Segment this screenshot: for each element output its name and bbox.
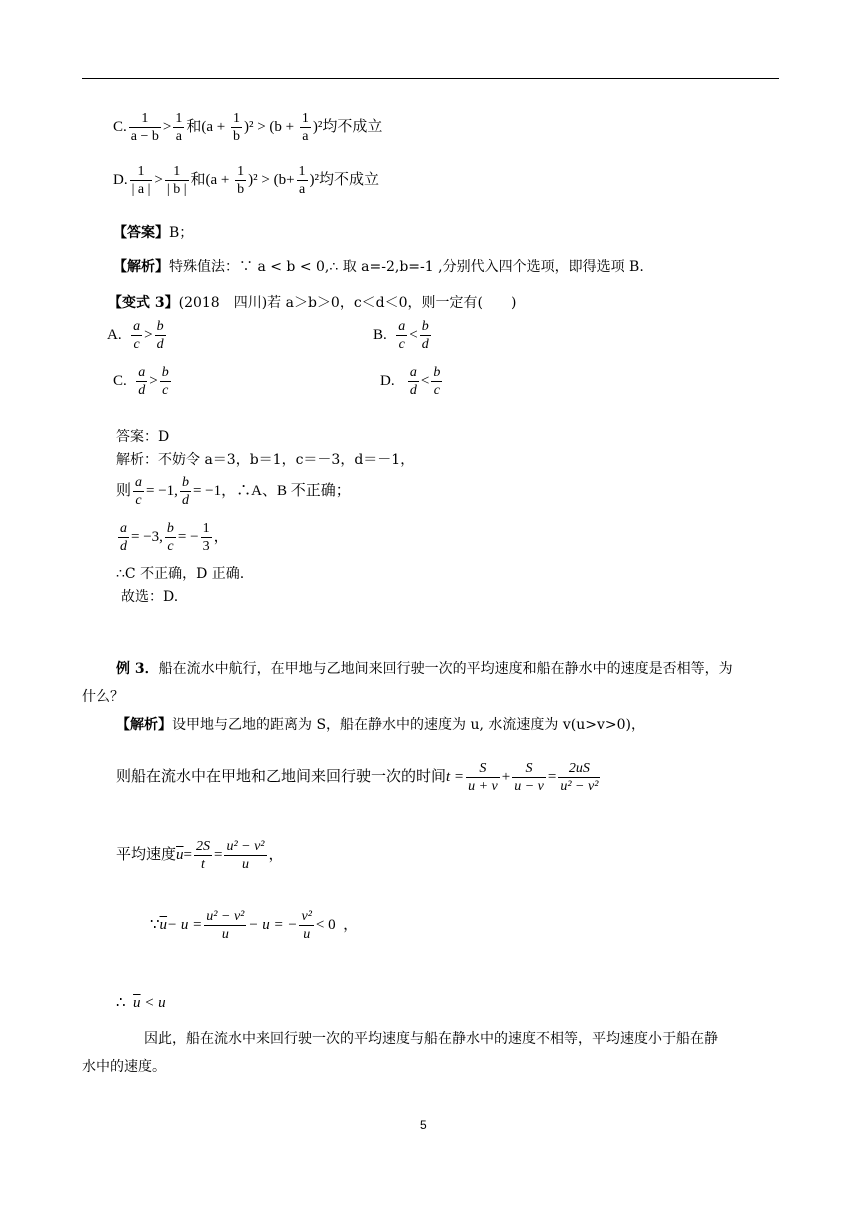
variant-option-b: B. $\frac{a}{c}$ < $\frac{b}{d}$ [373,319,429,352]
variant-option-a: A. $\frac{a}{c}$ > $\frac{b}{d}$ [107,319,164,352]
analysis-2-line5: 故选：D. [121,589,179,605]
answer-2: 答案：D [116,429,170,445]
average-speed-formula: 平均速度$\overline{u}=$ $\frac{2S}{t}$ = $\frac{\text{u² − v²}}{u}$ ， [116,839,284,872]
time-formula: 则船在流水中在甲地和乙地间来回行驶一次的时间t = $\frac{S}{u + v}$ + $\frac{S}{u - v}$ = $\frac{2uS}{\text{u² − v²}}$ [116,761,599,794]
variant-3: 【变式 3】(2018 四川)若 a＞b＞0，c＜d＜0，则一定有( ) [108,295,517,311]
analysis-2-line3: $\frac{a}{d}$ = −3, $\frac{b}{c}$ = − $\frac{1}{3}$ ， [120,521,229,554]
variant-option-d: D. $\frac{a}{d}$ < $\frac{b}{c}$ [380,365,441,398]
example-3: 例 3．船在流水中航行，在甲地与乙地间来回行驶一次的平均速度和船在静水中的速度是否相等，为 [116,661,733,677]
conclusion-formula: ∴ $\overline{u} < u$ [116,995,166,1011]
variant-option-c: C. $\frac{a}{d}$ > $\frac{b}{c}$ [113,365,169,398]
final-conclusion: 因此，船在流水中来回行驶一次的平均速度与船在静水中的速度不相等，平均速度小于船在静 [144,1031,718,1047]
analysis-3: 【解析】设甲地与乙地的距离为 S，船在静水中的速度为 u, 水流速度为 v(u>v>0)， [116,717,645,733]
difference-formula: $\because\overline{u}- u$ = $\frac{\text{u² − v²}}{u}$ − u = − $\frac{\text{v²}}{u}$ < 0 ， [150,909,359,942]
page-number: 5 [420,1118,427,1132]
option-c: C. $\frac{1}{a - b}$ > $\frac{1}{a}$ 和(a + $\frac{1}{b}$ )² > (b + $\frac{1}{a}$ )²均不成立 [113,111,383,144]
analysis-2-line4: ∴C 不正确，D 正确. [116,566,245,582]
example-3-cont: 什么？ [82,689,124,705]
header-rule [82,78,779,79]
analysis-1: 【解析】特殊值法：∵ a < b < 0,∴ 取 a=-2,b=-1 ,分别代入四个选项，即得选项 B. [113,259,644,275]
answer-1: 【答案】B； [113,225,194,241]
analysis-2: 解析：不妨令 a＝3，b＝1，c＝－3，d＝－1， [116,452,415,468]
analysis-2-line2: 则 $\frac{a}{c}$ = −1, $\frac{b}{d}$ = −1，∴A、B 不正确； [116,475,351,508]
option-d: D. $\frac{1}{| a |}$ > $\frac{1}{| b |}$ 和(a + $\frac{1}{b}$ )² > (b+ $\frac{1}{a}$ )²均不成立 [113,164,380,197]
final-conclusion-cont: 水中的速度。 [82,1059,166,1075]
